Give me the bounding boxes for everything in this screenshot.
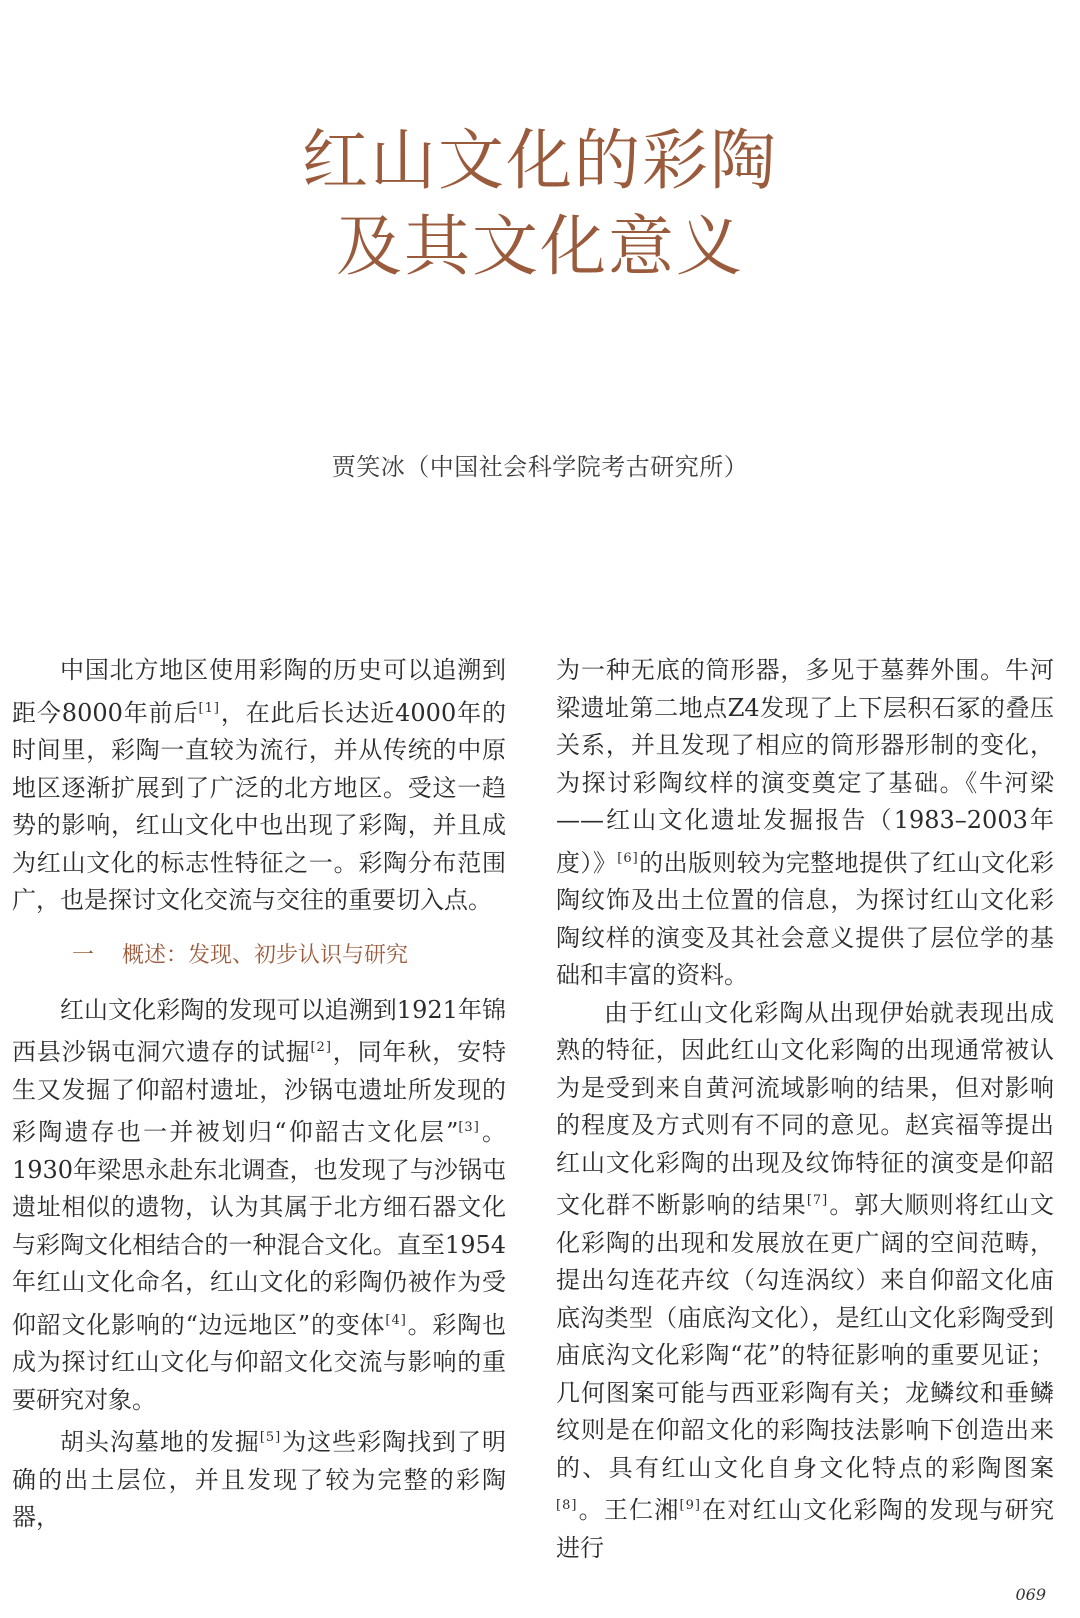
footnote-ref[interactable]: [3] [458, 1120, 480, 1135]
right-column [556, 652, 1054, 1567]
footnote-ref[interactable]: [6] [617, 850, 639, 866]
left-column [12, 652, 506, 1537]
page-number: 069 [1015, 1585, 1046, 1604]
footnote-ref[interactable]: [4] [385, 1312, 407, 1328]
footnote-ref[interactable]: [5] [259, 1430, 282, 1445]
paragraph [12, 652, 506, 920]
text-run: 在对红山文化彩陶的发现与研究进行 [556, 1496, 1054, 1562]
section-heading-text: 概述：发现、初步认识与研究 [122, 942, 409, 968]
text-run: 为这些彩陶找到了明确的出土层位，并且发现了较为完整的彩陶器， [12, 1428, 507, 1531]
text-run: 。1930年梁思永赴东北调查，也发现了与沙锅屯遗址相似的遗物，认为其属于北方细石器文化与彩陶文化相结合的一种混合文化。直至1954年红山文化命名，红山文化的彩陶仍被作为受仰韶文化影响的“边远地区”的变体 [12, 1118, 507, 1339]
footnote-ref[interactable]: [8] [556, 1498, 578, 1513]
text-run: 。彩陶也成为探讨红山文化与仰韶文化交流与影响的重要研究对象。 [12, 1310, 507, 1414]
footnote-ref[interactable]: [1] [198, 700, 220, 716]
section-heading [12, 937, 506, 974]
footnote-ref[interactable]: [9] [679, 1498, 701, 1513]
section-number: 一 [72, 942, 95, 968]
text-run: 红山文化彩陶的发现可以追溯到1921年锦西县沙锅屯洞穴遗存的试掘 [12, 995, 506, 1066]
footnote-ref[interactable]: [7] [806, 1193, 829, 1208]
footnote-ref[interactable]: [2] [310, 1040, 332, 1055]
paragraph [556, 995, 1054, 1568]
article-title-line-2: 及其文化意义 [336, 208, 744, 285]
text-run: 。王仁湘 [577, 1496, 680, 1524]
text-run: 中国北方地区使用彩陶的历史可以追溯到距今8000年前后 [12, 656, 506, 727]
paragraph [12, 1419, 506, 1537]
author-affiliation: 贾笑冰（中国社会科学院考古研究所） [331, 453, 749, 481]
text-run: 由于红山文化彩陶从出现伊始就表现出成熟的特征，因此红山文化彩陶的出现通常被认为是受到来自黄河流域影响的结果，但对影响的程度及方式则有不同的意见。赵宾福等提出红山文化彩陶的出现及纹饰特征的演变是仰韶文化群不断影响的结果 [556, 998, 1054, 1219]
paragraph [12, 992, 506, 1420]
text-run: 的出版则较为完整地提供了红山文化彩陶纹饰及出土位置的信息，为探讨红山文化彩陶纹样的演变及其社会意义提供了层位学的基础和丰富的资料。 [556, 848, 1055, 989]
text-run: ，在此后长达近4000年的时间里，彩陶一直较为流行，并从传统的中原地区逐渐扩展到了广泛的北方地区。受这一趋势的影响，红山文化中也出现了彩陶，并且成为红山文化的标志性特征之一。彩陶分布范围广，也是探讨文化交流与交往的重要切入点。 [12, 698, 507, 914]
text-run: 胡头沟墓地的发掘 [60, 1428, 260, 1456]
article-title-line-1: 红山文化的彩陶 [302, 122, 778, 199]
paragraph [556, 652, 1054, 995]
text-run: ，同年秋，安特生又发掘了仰韶村遗址，沙锅屯遗址所发现的彩陶遗存也一并被划归“仰韶古文化层” [12, 1038, 507, 1146]
text-run: 。郭大顺则将红山文化彩陶的出现和发展放在更广阔的空间范畴，提出勾连花卉纹（勾连涡纹）来自仰韶文化庙底沟类型（庙底沟文化），是红山文化彩陶受到庙底沟文化彩陶“花”的特征影响的重要见证；几何图案可能与西亚彩陶有关；龙鳞纹和垂鳞纹则是在仰韶文化的彩陶技法影响下创造出来的、具有红山文化自身文化特点的彩陶图案 [556, 1191, 1055, 1482]
text-run: 为一种无底的筒形器，多见于墓葬外围。牛河梁遗址第二地点Z4发现了上下层积石冢的叠压关系，并且发现了相应的筒形器形制的变化，为探讨彩陶纹样的演变奠定了基础。《牛河梁——红山文化遗址发掘报告（1983–2003年度）》 [556, 656, 1054, 877]
